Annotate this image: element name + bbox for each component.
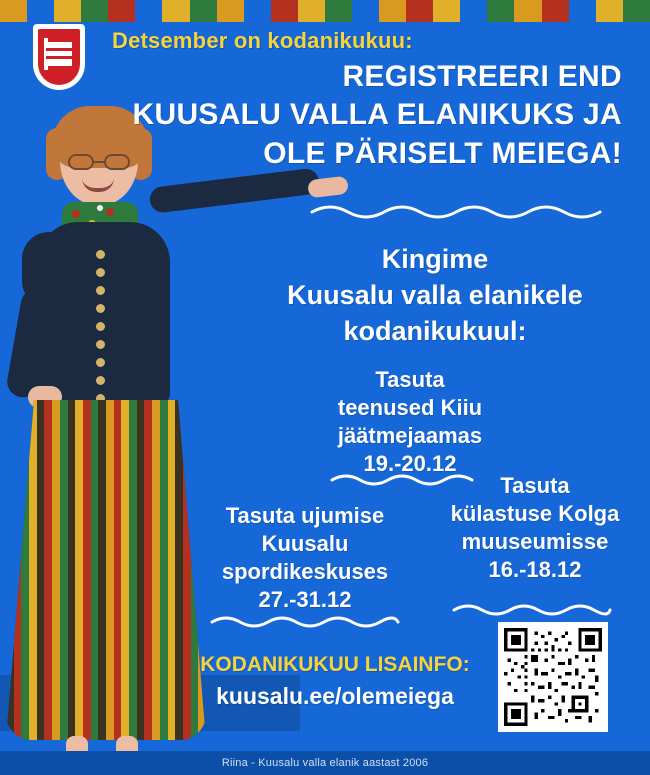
top-stripe — [54, 0, 81, 22]
offer-swimming-line-1: Tasuta ujumise — [225, 503, 385, 528]
headline-kicker: Detsember on kodanikukuu: — [112, 28, 413, 53]
headline-line-3: OLE PÄRISELT MEIEGA! — [263, 136, 622, 170]
gift-intro-line-2: Kuusalu valla elanikele — [287, 279, 583, 310]
top-stripe — [433, 0, 460, 22]
offer-swimming — [190, 502, 420, 615]
jacket-button — [96, 376, 105, 385]
top-stripe — [487, 0, 514, 22]
jacket-button — [96, 286, 105, 295]
jacket-button — [96, 304, 105, 313]
top-stripe-band — [0, 0, 650, 22]
info-label: KODANIKUKUU LISAINFO: — [200, 653, 470, 676]
top-stripe — [298, 0, 325, 22]
offer-waste-station — [300, 366, 520, 479]
top-stripe — [379, 0, 406, 22]
top-stripe — [0, 0, 27, 22]
jacket-button — [96, 358, 105, 367]
jacket-button — [96, 340, 105, 349]
offer-waste-station-dates: 19.-20.12 — [363, 451, 457, 477]
qr-code[interactable] — [498, 622, 608, 732]
pointing-hand — [307, 176, 349, 199]
top-stripe — [596, 0, 623, 22]
headline-block — [100, 28, 640, 173]
headline-line-2: KUUSALU VALLA ELANIKUKS JA — [132, 98, 622, 132]
top-stripe — [460, 0, 487, 22]
top-stripe — [108, 0, 135, 22]
footer-caption-bar — [0, 751, 650, 775]
top-stripe — [406, 0, 433, 22]
top-stripe — [190, 0, 217, 22]
jacket-buttons — [96, 250, 110, 400]
top-stripe — [135, 0, 162, 22]
top-stripe — [81, 0, 108, 22]
jacket-button — [96, 268, 105, 277]
jacket-button — [96, 322, 105, 331]
top-stripe — [27, 0, 54, 22]
wave-divider-3 — [452, 600, 612, 616]
top-stripe — [514, 0, 541, 22]
gift-intro-block — [230, 242, 640, 350]
offer-museum — [430, 472, 640, 585]
offer-swimming-line-3: spordikeskuses — [221, 559, 389, 585]
offer-museum-line-1: Tasuta — [500, 473, 570, 498]
kuusalu-coat-of-arms-icon — [33, 24, 85, 90]
top-stripe — [325, 0, 352, 22]
top-stripe — [352, 0, 379, 22]
raised-arm — [148, 167, 320, 214]
offer-waste-station-line-3: jäätmejaamas — [337, 423, 483, 449]
top-stripe — [569, 0, 596, 22]
offer-waste-station-line-1: Tasuta — [375, 367, 445, 392]
offer-swimming-line-2: Kuusalu — [261, 531, 349, 557]
info-url[interactable]: kuusalu.ee/olemeiega — [216, 683, 454, 710]
offer-museum-line-3: muuseumisse — [461, 529, 609, 555]
offer-museum-line-2: külastuse Kolga — [450, 501, 620, 527]
top-stripe — [271, 0, 298, 22]
top-stripe — [623, 0, 650, 22]
headline-line-1: REGISTREERI END — [342, 60, 622, 93]
wave-divider-2 — [210, 612, 400, 628]
top-stripe — [542, 0, 569, 22]
wave-divider-headline — [310, 200, 610, 220]
offer-swimming-dates: 27.-31.12 — [258, 587, 352, 613]
top-stripe — [217, 0, 244, 22]
footer-caption: Riina - Kuusalu valla elanik aastast 2006 — [221, 757, 429, 769]
offer-waste-station-line-2: teenused Kiiu — [337, 395, 483, 421]
top-stripe — [244, 0, 271, 22]
gift-intro-line-1: Kingime — [381, 244, 489, 274]
offer-museum-dates: 16.-18.12 — [488, 557, 582, 583]
info-block — [190, 650, 480, 714]
top-stripe — [162, 0, 189, 22]
qr-code-image — [504, 628, 602, 726]
gift-intro-line-3: kodanikukuul: — [343, 315, 527, 346]
jacket-button — [96, 250, 105, 259]
striped-folk-skirt — [6, 400, 206, 740]
